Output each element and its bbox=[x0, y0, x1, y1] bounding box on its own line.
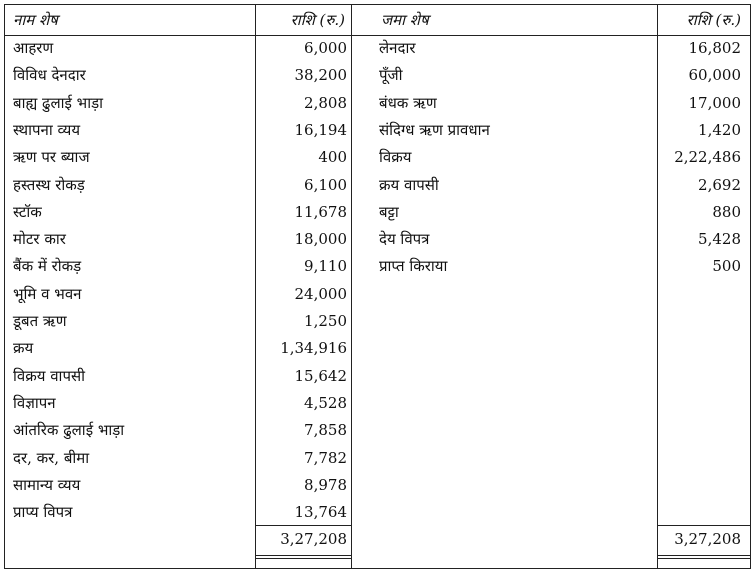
debit-item-amount: 1,250 bbox=[304, 312, 347, 330]
debit-item-name: विज्ञापन bbox=[13, 393, 56, 412]
credit-double-rule-2 bbox=[657, 558, 750, 559]
debit-item-name: ऋण पर ब्याज bbox=[13, 148, 90, 167]
debit-item-amount: 38,200 bbox=[294, 66, 347, 85]
credit-item-name: बंधक ऋण bbox=[379, 93, 437, 112]
debit-item-name: भूमि व भवन bbox=[13, 284, 82, 303]
debit-item-name: सामान्य व्यय bbox=[13, 475, 81, 494]
credit-item-amount: 5,428 bbox=[698, 230, 741, 249]
credit-item-amount: 2,22,486 bbox=[674, 148, 741, 167]
debit-total-rule bbox=[255, 525, 351, 526]
credit-item-name: बट्टा bbox=[379, 202, 399, 221]
debit-item-name: हस्तस्थ रोकड़ bbox=[13, 175, 85, 194]
debit-item-amount: 16,194 bbox=[294, 120, 347, 139]
credit-item-amount: 60,000 bbox=[688, 66, 741, 85]
credit-total-rule bbox=[657, 525, 750, 526]
debit-item-amount: 15,642 bbox=[294, 366, 347, 385]
debit-double-rule-2 bbox=[255, 558, 351, 559]
debit-item-name: दर, कर, बीमा bbox=[13, 448, 90, 467]
table-header bbox=[5, 5, 750, 36]
debit-item-name: बैंक में रोकड़ bbox=[13, 257, 82, 276]
debit-item-amount: 11,678 bbox=[294, 202, 347, 221]
credit-item-amount: 500 bbox=[712, 257, 741, 276]
debit-item-amount: 2,808 bbox=[304, 93, 347, 112]
trial-balance-table bbox=[4, 4, 751, 569]
debit-item-amount: 1,34,916 bbox=[280, 339, 347, 358]
credit-item-name: देय विपत्र bbox=[379, 230, 430, 249]
credit-double-rule-1 bbox=[657, 555, 750, 556]
credit-item-amount: 16,802 bbox=[688, 39, 741, 57]
debit-item-amount: 8,978 bbox=[304, 475, 347, 494]
debit-item-amount: 24,000 bbox=[294, 284, 347, 303]
credit-item-name: लेनदार bbox=[379, 39, 416, 57]
credit-item-name: प्राप्त किराया bbox=[379, 257, 448, 276]
credit-title: जमा शेष bbox=[381, 11, 429, 29]
debit-item-name: विविध देनदार bbox=[13, 66, 86, 85]
debit-item-amount: 7,782 bbox=[304, 448, 347, 467]
credit-item-name: संदिग्ध ऋण प्रावधान bbox=[379, 120, 490, 139]
debit-item-name: विक्रय वापसी bbox=[13, 366, 85, 385]
credit-item-amount: 1,420 bbox=[698, 120, 741, 139]
credit-item-name: पूँजी bbox=[379, 66, 403, 85]
debit-item-name: बाह्य ढुलाई भाड़ा bbox=[13, 93, 103, 112]
credit-amount-header: राशि (रु.) bbox=[686, 11, 741, 29]
debit-item-amount: 9,110 bbox=[304, 257, 347, 276]
debit-item-amount: 13,764 bbox=[294, 503, 347, 522]
debit-item-amount: 4,528 bbox=[304, 393, 347, 412]
debit-item-amount: 6,000 bbox=[304, 39, 347, 57]
divider-debit-amount bbox=[255, 5, 256, 568]
debit-item-name: प्राप्य विपत्र bbox=[13, 503, 73, 522]
debit-item-amount: 400 bbox=[318, 148, 347, 167]
debit-item-name: स्थापना व्यय bbox=[13, 120, 81, 139]
debit-item-name: आंतरिक ढुलाई भाड़ा bbox=[13, 421, 125, 440]
credit-item-name: विक्रय bbox=[379, 148, 412, 167]
debit-total: 3,27,208 bbox=[280, 530, 347, 548]
debit-item-amount: 7,858 bbox=[304, 421, 347, 440]
debit-item-name: स्टॉक bbox=[13, 202, 42, 221]
debit-title: नाम शेष bbox=[13, 11, 58, 29]
debit-item-name: डूबत ऋण bbox=[13, 312, 67, 330]
credit-item-amount: 880 bbox=[712, 202, 741, 221]
debit-item-amount: 6,100 bbox=[304, 175, 347, 194]
divider-credit-amount bbox=[657, 5, 658, 568]
credit-item-amount: 17,000 bbox=[688, 93, 741, 112]
debit-item-name: क्रय bbox=[13, 339, 34, 358]
debit-item-name: आहरण bbox=[13, 39, 54, 57]
debit-item-amount: 18,000 bbox=[294, 230, 347, 249]
debit-double-rule-1 bbox=[255, 555, 351, 556]
debit-amount-header: राशि (रु.) bbox=[290, 11, 345, 29]
divider-center bbox=[351, 5, 352, 568]
credit-item-amount: 2,692 bbox=[698, 175, 741, 194]
credit-item-name: क्रय वापसी bbox=[379, 175, 439, 194]
credit-total: 3,27,208 bbox=[674, 530, 741, 548]
debit-item-name: मोटर कार bbox=[13, 230, 66, 249]
